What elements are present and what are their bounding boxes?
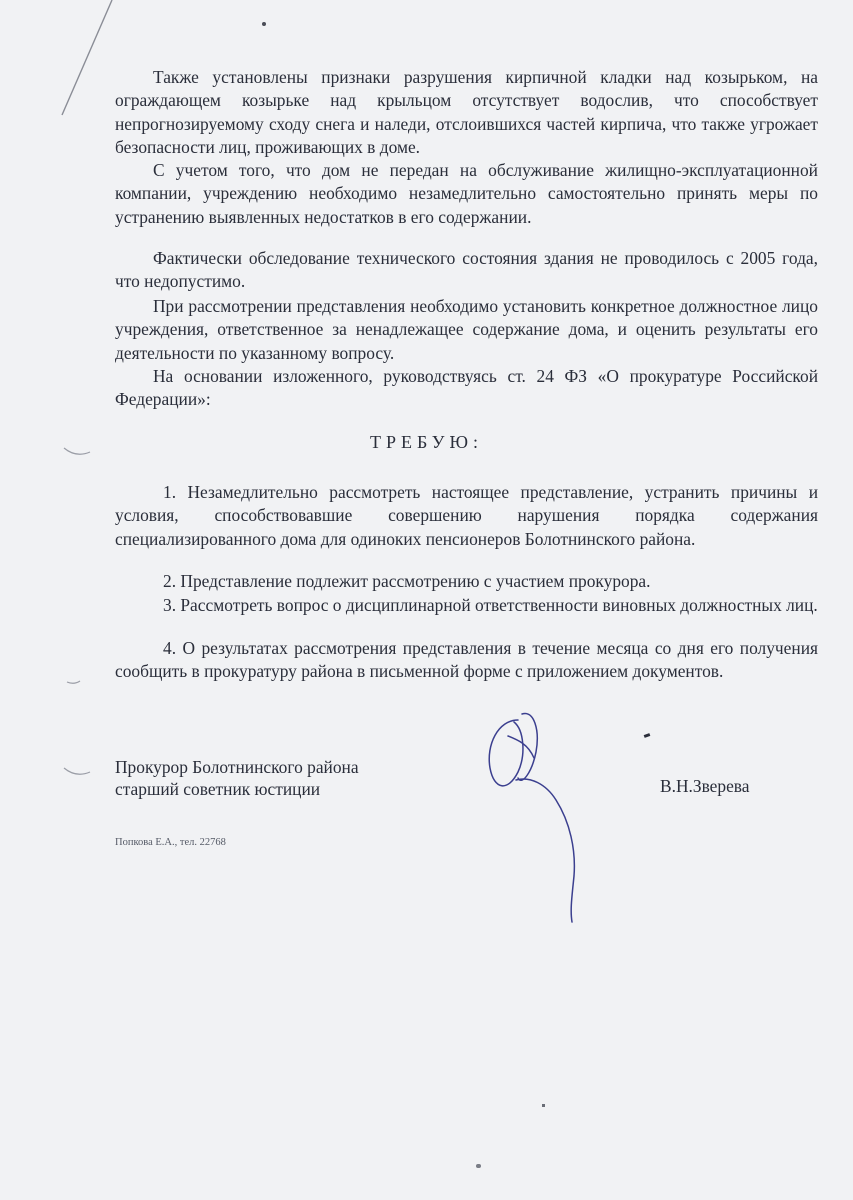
scan-edge-line	[60, 0, 120, 120]
binder-mark	[64, 676, 84, 690]
demand-item-2: 2. Представление подлежит рассмотрению с участием прокурора.	[163, 571, 651, 591]
demand-item-1: 1. Незамедлительно рассмотреть настоящее представление, устранить причины и условия, способствовавшие совершению нарушения порядка содержания специализированного дома для одиноких пенсионеров Болотнинского района.	[115, 482, 818, 549]
signer-name: В.Н.Зверева	[660, 776, 750, 796]
scan-speck	[262, 22, 266, 26]
paragraph-housing-company: С учетом того, что дом не передан на обслуживание жилищно-эксплуатационной компании, учреждению необходимо незамедлительно самостоятельно принять меры по устранению выявленных недостатков в его содержании.	[115, 160, 818, 227]
scan-speck	[542, 1104, 545, 1107]
demand-item-3: 3. Рассмотреть вопрос о дисциплинарной ответственности виновных должностных лиц.	[163, 595, 818, 615]
paragraph-brickwork: Также установлены признаки разрушения кирпичной кладки над козырьком, на ограждающем козырьке над крыльцом отсутствует водослив, что способствует непрогнозируемому сходу снега и наледи, отслоившихся частей кирпича, что также угрожает безопасности лиц, проживающих в доме.	[115, 67, 818, 158]
signer-title-line2: старший советник юстиции	[115, 779, 321, 799]
paragraph-legal-basis: На основании изложенного, руководствуясь ст. 24 ФЗ «О прокуратуре Российской Федерации»:	[115, 366, 818, 410]
demand-heading: ТРЕБУЮ:	[370, 432, 483, 452]
binder-mark	[62, 444, 92, 458]
paragraph-inspection: Фактически обследование технического состояния здания не проводилось с 2005 года, что недопустимо.	[115, 248, 818, 292]
executor-contact: Попкова Е.А., тел. 22768	[115, 837, 226, 848]
handwritten-signature	[478, 700, 618, 930]
demand-item-4: 4. О результатах рассмотрения представления в течение месяца со дня его получения сообщить в прокуратуру района в письменной форме с приложением документов.	[115, 638, 818, 682]
binder-mark	[62, 764, 92, 778]
scan-speck	[476, 1164, 481, 1168]
signer-title-line1: Прокурор Болотнинского района	[115, 757, 359, 777]
paragraph-responsible-person: При рассмотрении представления необходимо установить конкретное должностное лицо учреждения, ответственное за ненадлежащее содержание дома, и оценить результаты его деятельности по указанному вопросу.	[115, 296, 818, 363]
scan-speck	[644, 733, 651, 738]
